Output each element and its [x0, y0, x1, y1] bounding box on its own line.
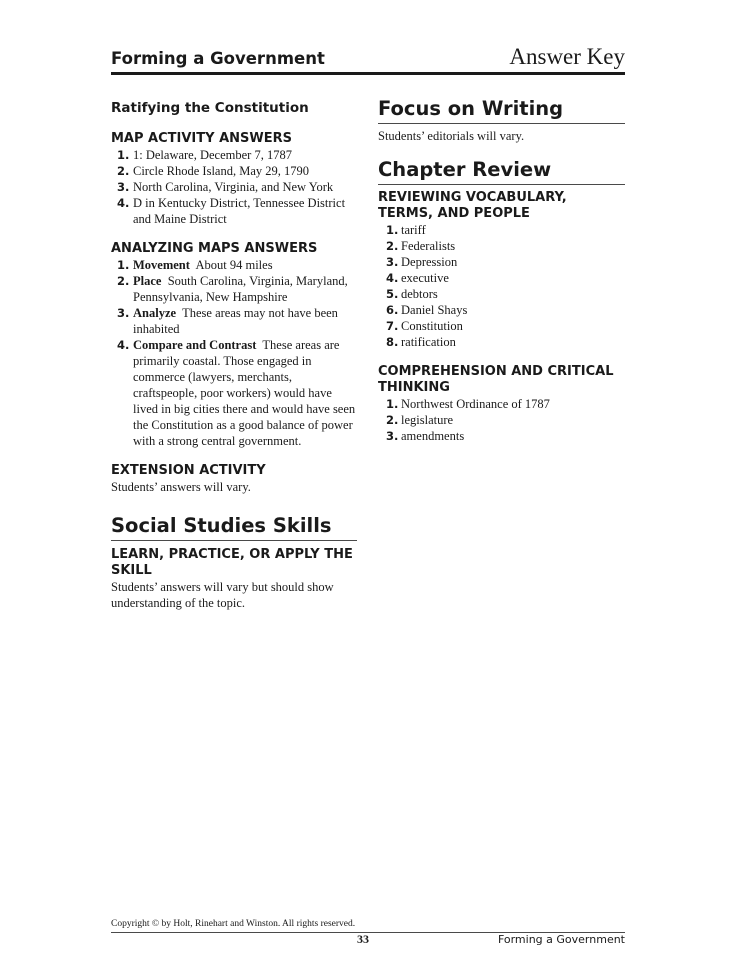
extension-heading: EXTENSION ACTIVITY: [111, 463, 266, 478]
page-number: 33: [357, 932, 369, 946]
header-title: Forming a Government: [111, 49, 325, 68]
vocab-list: [378, 222, 625, 350]
page-header: [111, 42, 625, 75]
list-item: 6. Daniel Shays: [386, 303, 468, 317]
list-item: 3. Depression: [386, 255, 458, 269]
list-item: 1. 1: Delaware, December 7, 1787: [117, 148, 292, 162]
section-title: Ratifying the Constitution: [111, 100, 309, 116]
left-column: [111, 96, 357, 611]
focus-writing-title: Focus on Writing: [378, 96, 625, 124]
list-item: 2. Federalists: [386, 239, 456, 253]
list-item: 1. tariff: [386, 223, 426, 237]
footer-chapter-name: Forming a Government: [497, 933, 625, 946]
list-item: 1. Northwest Ordinance of 1787: [386, 397, 550, 411]
analyzing-maps-list: [111, 257, 357, 449]
list-item: 3. North Carolina, Virginia, and New York: [117, 180, 334, 194]
list-item: 2. Place South Carolina, Virginia, Maryland, Pennsylvania, New Hampshire: [117, 274, 348, 304]
list-item: 4. Compare and Contrast These areas are primarily coastal. Those engaged in commerce (lawyers, merchants, craftspeople, poor workers) would have lived in big cities there and would have seen the Constitution as a good balance of power with a strong central government.: [117, 338, 356, 448]
map-activity-list: [111, 147, 357, 227]
chapter-review-title: Chapter Review: [378, 157, 625, 185]
list-item: 4. D in Kentucky District, Tennessee District and Maine District: [117, 196, 346, 226]
map-activity-heading: MAP ACTIVITY ANSWERS: [111, 131, 292, 146]
comprehension-list: [378, 396, 625, 444]
copyright-notice: Copyright © by Holt, Rinehart and Winston. All rights reserved.: [111, 919, 356, 929]
list-item: 1. Movement About 94 miles: [117, 258, 273, 272]
extension-text: Students’ answers will vary.: [111, 480, 251, 494]
comprehension-heading: COMPREHENSION AND CRITICAL THINKING: [378, 364, 614, 395]
skill-heading: LEARN, PRACTICE, OR APPLY THE SKILL: [111, 547, 353, 578]
list-item: 2. Circle Rhode Island, May 29, 1790: [117, 164, 310, 178]
analyzing-maps-heading: ANALYZING MAPS ANSWERS: [111, 241, 318, 256]
list-item: 3. amendments: [386, 429, 465, 443]
social-studies-title: Social Studies Skills: [111, 513, 357, 541]
list-item: 2. legislature: [386, 413, 454, 427]
list-item: 4. executive: [386, 271, 449, 285]
answer-key-label: Answer Key: [509, 44, 625, 69]
focus-writing-text: Students’ editorials will vary.: [378, 129, 525, 143]
list-item: 3. Analyze These areas may not have been inhabited: [117, 306, 338, 336]
skill-text: Students’ answers will vary but should show understanding of the topic.: [111, 580, 334, 610]
list-item: 7. Constitution: [386, 319, 463, 333]
right-column: [378, 96, 625, 444]
list-item: 5. debtors: [386, 287, 438, 301]
list-item: 8. ratification: [386, 335, 456, 349]
vocab-heading: REVIEWING VOCABULARY, TERMS, AND PEOPLE: [378, 190, 567, 221]
